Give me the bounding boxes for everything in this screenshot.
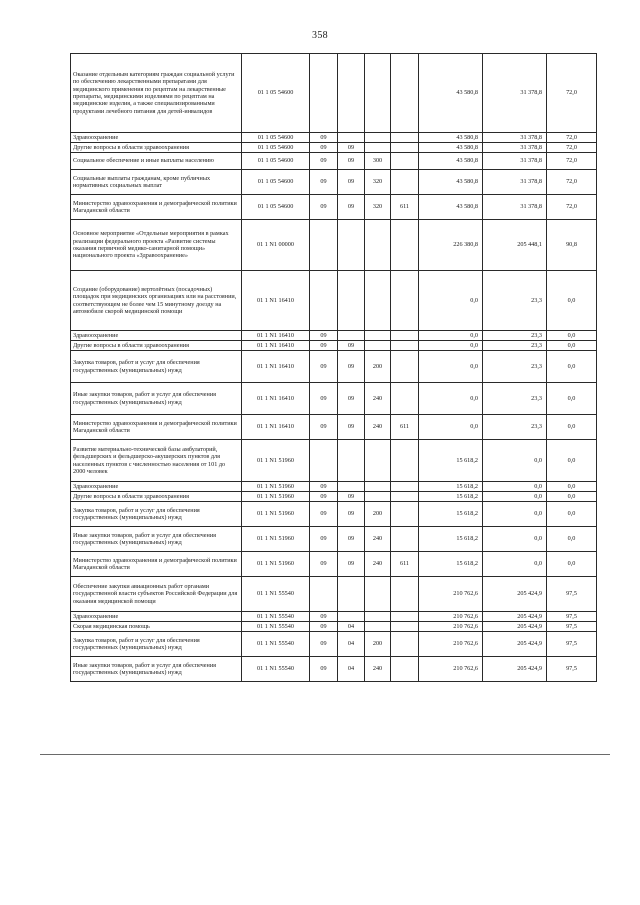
cell-name: Другие вопросы в области здравоохранения	[71, 492, 242, 502]
cell-csr: 01 1 05 54600	[242, 133, 310, 143]
cell-fact: 205 424,9	[483, 622, 547, 632]
cell-grbs	[391, 622, 419, 632]
cell-name: Здравоохранение	[71, 331, 242, 341]
cell-grbs	[391, 657, 419, 682]
table-row	[71, 492, 597, 502]
bottom-rule	[40, 754, 610, 755]
cell-fact: 31 378,8	[483, 195, 547, 220]
cell-rz: 09	[310, 341, 338, 351]
table-row	[71, 133, 597, 143]
cell-name: Министерство здравоохранения и демографической политики Магаданской области	[71, 415, 242, 440]
cell-vr	[365, 331, 391, 341]
cell-pr: 04	[338, 632, 365, 657]
cell-grbs	[391, 170, 419, 195]
cell-rz	[310, 440, 338, 482]
cell-pct: 0,0	[547, 552, 597, 577]
cell-pr: 09	[338, 351, 365, 383]
cell-fact: 0,0	[483, 502, 547, 527]
cell-fact: 23,3	[483, 271, 547, 331]
cell-name: Обеспечение закупки авиационных работ органами государственной власти субъектов Российской Федерации для оказания медицинской помощи	[71, 577, 242, 612]
cell-name: Закупка товаров, работ и услуг для обеспечения государственных (муниципальных) нужд	[71, 351, 242, 383]
cell-rz	[310, 54, 338, 133]
cell-grbs: 611	[391, 415, 419, 440]
cell-rz: 09	[310, 527, 338, 552]
table-row	[71, 220, 597, 271]
cell-fact: 0,0	[483, 492, 547, 502]
cell-rz: 09	[310, 331, 338, 341]
cell-plan: 0,0	[419, 271, 483, 331]
cell-fact: 0,0	[483, 482, 547, 492]
cell-rz: 09	[310, 552, 338, 577]
cell-fact: 23,3	[483, 331, 547, 341]
cell-pr: 09	[338, 143, 365, 153]
cell-name: Министерство здравоохранения и демографической политики Магаданской области	[71, 552, 242, 577]
cell-csr: 01 1 N1 55540	[242, 657, 310, 682]
cell-grbs	[391, 54, 419, 133]
cell-grbs: 611	[391, 195, 419, 220]
cell-fact: 23,3	[483, 383, 547, 415]
table-row	[71, 331, 597, 341]
cell-grbs	[391, 153, 419, 170]
table-row	[71, 552, 597, 577]
cell-plan: 43 580,8	[419, 195, 483, 220]
cell-vr	[365, 133, 391, 143]
cell-csr: 01 1 N1 55540	[242, 632, 310, 657]
cell-plan: 15 618,2	[419, 492, 483, 502]
cell-pct: 0,0	[547, 502, 597, 527]
cell-pct: 0,0	[547, 527, 597, 552]
cell-rz: 09	[310, 415, 338, 440]
cell-name: Иные закупки товаров, работ и услуг для обеспечения государственных (муниципальных) нужд	[71, 527, 242, 552]
cell-vr: 200	[365, 351, 391, 383]
cell-plan: 43 580,8	[419, 143, 483, 153]
cell-pr	[338, 612, 365, 622]
cell-vr: 300	[365, 153, 391, 170]
cell-pr	[338, 54, 365, 133]
cell-pct: 72,0	[547, 153, 597, 170]
table-row	[71, 440, 597, 482]
cell-vr: 200	[365, 502, 391, 527]
cell-plan: 43 580,8	[419, 153, 483, 170]
cell-fact: 205 448,1	[483, 220, 547, 271]
cell-csr: 01 1 N1 16410	[242, 415, 310, 440]
cell-vr	[365, 271, 391, 331]
cell-csr: 01 1 N1 51960	[242, 502, 310, 527]
cell-vr: 200	[365, 632, 391, 657]
table-row	[71, 622, 597, 632]
cell-name: Здравоохранение	[71, 482, 242, 492]
cell-name: Здравоохранение	[71, 612, 242, 622]
cell-grbs	[391, 492, 419, 502]
cell-csr: 01 1 N1 16410	[242, 383, 310, 415]
cell-plan: 210 762,6	[419, 622, 483, 632]
cell-name: Иные закупки товаров, работ и услуг для обеспечения государственных (муниципальных) нужд	[71, 657, 242, 682]
cell-csr: 01 1 N1 55540	[242, 577, 310, 612]
cell-rz: 09	[310, 492, 338, 502]
cell-pr	[338, 440, 365, 482]
table-row	[71, 195, 597, 220]
cell-pr: 09	[338, 195, 365, 220]
cell-pct: 72,0	[547, 54, 597, 133]
cell-name: Иные закупки товаров, работ и услуг для обеспечения государственных (муниципальных) нужд	[71, 383, 242, 415]
cell-grbs	[391, 331, 419, 341]
table-row	[71, 527, 597, 552]
cell-csr: 01 1 05 54600	[242, 195, 310, 220]
cell-pct: 90,8	[547, 220, 597, 271]
cell-fact: 205 424,9	[483, 632, 547, 657]
cell-grbs	[391, 527, 419, 552]
table-row	[71, 54, 597, 133]
cell-pct: 0,0	[547, 440, 597, 482]
cell-vr: 320	[365, 170, 391, 195]
table-row	[71, 153, 597, 170]
cell-vr: 240	[365, 527, 391, 552]
cell-name: Здравоохранение	[71, 133, 242, 143]
cell-plan: 43 580,8	[419, 133, 483, 143]
cell-plan: 0,0	[419, 331, 483, 341]
cell-name: Другие вопросы в области здравоохранения	[71, 341, 242, 351]
cell-csr: 01 1 N1 51960	[242, 482, 310, 492]
cell-pr	[338, 271, 365, 331]
cell-vr: 240	[365, 415, 391, 440]
cell-fact: 31 378,8	[483, 153, 547, 170]
cell-plan: 15 618,2	[419, 552, 483, 577]
cell-pr: 09	[338, 492, 365, 502]
cell-csr: 01 1 N1 00000	[242, 220, 310, 271]
cell-csr: 01 1 05 54600	[242, 143, 310, 153]
cell-pct: 97,5	[547, 577, 597, 612]
cell-grbs	[391, 612, 419, 622]
cell-csr: 01 1 05 54600	[242, 153, 310, 170]
table-row	[71, 170, 597, 195]
table-row	[71, 383, 597, 415]
cell-rz: 09	[310, 351, 338, 383]
cell-rz: 09	[310, 612, 338, 622]
cell-vr	[365, 341, 391, 351]
cell-rz: 09	[310, 482, 338, 492]
cell-csr: 01 1 05 54600	[242, 54, 310, 133]
cell-pct: 97,5	[547, 632, 597, 657]
cell-pct: 72,0	[547, 195, 597, 220]
cell-name: Оказание отдельным категориям граждан социальной услуги по обеспечению лекарственными препаратами для медицинского применения по рецептам на лекарственные препараты, медицинскими изделиями по рецептам на медицинские изделия, а также специализированными продуктами лечебного питания для детей-инвалидов	[71, 54, 242, 133]
cell-rz: 09	[310, 622, 338, 632]
cell-rz: 09	[310, 143, 338, 153]
cell-plan: 15 618,2	[419, 440, 483, 482]
cell-fact: 31 378,8	[483, 170, 547, 195]
cell-name: Социальные выплаты гражданам, кроме публичных нормативных социальных выплат	[71, 170, 242, 195]
cell-pr	[338, 331, 365, 341]
cell-csr: 01 1 N1 55540	[242, 612, 310, 622]
table-row	[71, 341, 597, 351]
cell-pr: 09	[338, 170, 365, 195]
page-number: 358	[312, 30, 328, 41]
cell-grbs	[391, 220, 419, 271]
cell-csr: 01 1 N1 16410	[242, 341, 310, 351]
cell-grbs: 611	[391, 552, 419, 577]
cell-vr: 240	[365, 657, 391, 682]
cell-pr: 04	[338, 622, 365, 632]
cell-name: Министерство здравоохранения и демографической политики Магаданской области	[71, 195, 242, 220]
cell-vr	[365, 220, 391, 271]
cell-pr: 09	[338, 527, 365, 552]
cell-plan: 43 580,8	[419, 170, 483, 195]
cell-vr	[365, 440, 391, 482]
cell-rz: 09	[310, 502, 338, 527]
cell-pr: 04	[338, 657, 365, 682]
cell-rz: 09	[310, 383, 338, 415]
cell-rz: 09	[310, 632, 338, 657]
cell-grbs	[391, 351, 419, 383]
table-row	[71, 577, 597, 612]
cell-pct: 97,5	[547, 612, 597, 622]
table-row	[71, 632, 597, 657]
cell-pct: 0,0	[547, 341, 597, 351]
cell-rz: 09	[310, 657, 338, 682]
cell-pct: 97,5	[547, 622, 597, 632]
cell-rz	[310, 577, 338, 612]
cell-pct: 0,0	[547, 415, 597, 440]
cell-plan: 15 618,2	[419, 502, 483, 527]
cell-plan: 210 762,6	[419, 657, 483, 682]
table-row	[71, 482, 597, 492]
cell-name: Закупка товаров, работ и услуг для обеспечения государственных (муниципальных) нужд	[71, 632, 242, 657]
cell-pct: 0,0	[547, 331, 597, 341]
table-body	[71, 54, 597, 682]
cell-rz: 09	[310, 195, 338, 220]
cell-name: Создание (оборудование) вертолётных (посадочных) площадок при медицинских организациях или на расстоянии, соответствующем не более чем 15 минутному доезду на автомобиле скорой медицинской помощи	[71, 271, 242, 331]
cell-pr	[338, 220, 365, 271]
table-row	[71, 271, 597, 331]
cell-pct: 72,0	[547, 170, 597, 195]
cell-vr: 240	[365, 383, 391, 415]
cell-rz: 09	[310, 170, 338, 195]
cell-plan: 43 580,8	[419, 54, 483, 133]
cell-plan: 226 380,8	[419, 220, 483, 271]
cell-plan: 0,0	[419, 415, 483, 440]
cell-pct: 72,0	[547, 133, 597, 143]
cell-plan: 210 762,6	[419, 612, 483, 622]
cell-csr: 01 1 N1 51960	[242, 440, 310, 482]
cell-vr: 320	[365, 195, 391, 220]
cell-name: Социальное обеспечение и иные выплаты населению	[71, 153, 242, 170]
table-row	[71, 612, 597, 622]
cell-vr	[365, 492, 391, 502]
cell-vr	[365, 612, 391, 622]
cell-fact: 0,0	[483, 552, 547, 577]
cell-vr	[365, 622, 391, 632]
cell-fact: 205 424,9	[483, 612, 547, 622]
cell-pct: 97,5	[547, 657, 597, 682]
cell-fact: 31 378,8	[483, 143, 547, 153]
cell-pr: 09	[338, 153, 365, 170]
cell-csr: 01 1 N1 16410	[242, 331, 310, 341]
cell-grbs	[391, 482, 419, 492]
cell-vr	[365, 143, 391, 153]
cell-name: Закупка товаров, работ и услуг для обеспечения государственных (муниципальных) нужд	[71, 502, 242, 527]
cell-grbs	[391, 502, 419, 527]
cell-fact: 23,3	[483, 341, 547, 351]
cell-fact: 205 424,9	[483, 657, 547, 682]
table-row	[71, 502, 597, 527]
table-row	[71, 657, 597, 682]
cell-fact: 31 378,8	[483, 54, 547, 133]
cell-plan: 0,0	[419, 341, 483, 351]
cell-rz	[310, 271, 338, 331]
cell-grbs	[391, 133, 419, 143]
table-row	[71, 351, 597, 383]
cell-name: Развитие материально-технической базы амбулаторий, фельдшерских и фельдшерско-акушерских пунктов для населенных пунктов с численностью населения от 101 до 2000 человек	[71, 440, 242, 482]
cell-pr: 09	[338, 341, 365, 351]
cell-pr: 09	[338, 552, 365, 577]
cell-fact: 31 378,8	[483, 133, 547, 143]
cell-grbs	[391, 341, 419, 351]
cell-csr: 01 1 N1 51960	[242, 552, 310, 577]
cell-vr	[365, 577, 391, 612]
cell-rz: 09	[310, 153, 338, 170]
cell-pr	[338, 133, 365, 143]
cell-grbs	[391, 577, 419, 612]
cell-rz	[310, 220, 338, 271]
cell-csr: 01 1 N1 51960	[242, 527, 310, 552]
cell-pr: 09	[338, 383, 365, 415]
cell-pct: 0,0	[547, 351, 597, 383]
cell-csr: 01 1 N1 55540	[242, 622, 310, 632]
cell-pr	[338, 577, 365, 612]
cell-pct: 0,0	[547, 383, 597, 415]
cell-grbs	[391, 143, 419, 153]
cell-pct: 72,0	[547, 143, 597, 153]
cell-grbs	[391, 440, 419, 482]
cell-rz: 09	[310, 133, 338, 143]
cell-pct: 0,0	[547, 482, 597, 492]
cell-vr	[365, 482, 391, 492]
table-row	[71, 415, 597, 440]
cell-plan: 15 618,2	[419, 482, 483, 492]
cell-fact: 0,0	[483, 527, 547, 552]
cell-fact: 23,3	[483, 351, 547, 383]
cell-pr: 09	[338, 415, 365, 440]
table-row	[71, 143, 597, 153]
cell-vr	[365, 54, 391, 133]
cell-name: Скорая медицинская помощь	[71, 622, 242, 632]
cell-csr: 01 1 05 54600	[242, 170, 310, 195]
cell-plan: 210 762,6	[419, 577, 483, 612]
cell-fact: 0,0	[483, 440, 547, 482]
cell-csr: 01 1 N1 16410	[242, 271, 310, 331]
cell-grbs	[391, 271, 419, 331]
cell-fact: 205 424,9	[483, 577, 547, 612]
cell-name: Другие вопросы в области здравоохранения	[71, 143, 242, 153]
cell-pct: 0,0	[547, 492, 597, 502]
budget-table	[70, 53, 597, 682]
cell-grbs	[391, 632, 419, 657]
cell-fact: 23,3	[483, 415, 547, 440]
cell-plan: 15 618,2	[419, 527, 483, 552]
cell-plan: 0,0	[419, 351, 483, 383]
cell-csr: 01 1 N1 51960	[242, 492, 310, 502]
cell-plan: 210 762,6	[419, 632, 483, 657]
cell-plan: 0,0	[419, 383, 483, 415]
cell-grbs	[391, 383, 419, 415]
cell-name: Основное мероприятие «Отдельные мероприятия в рамках реализации федерального проекта «Развитие системы оказания первичной медико-санитарной помощи» национального проекта «Здравоохранение»	[71, 220, 242, 271]
cell-vr: 240	[365, 552, 391, 577]
cell-csr: 01 1 N1 16410	[242, 351, 310, 383]
cell-pr: 09	[338, 502, 365, 527]
cell-pct: 0,0	[547, 271, 597, 331]
cell-pr	[338, 482, 365, 492]
